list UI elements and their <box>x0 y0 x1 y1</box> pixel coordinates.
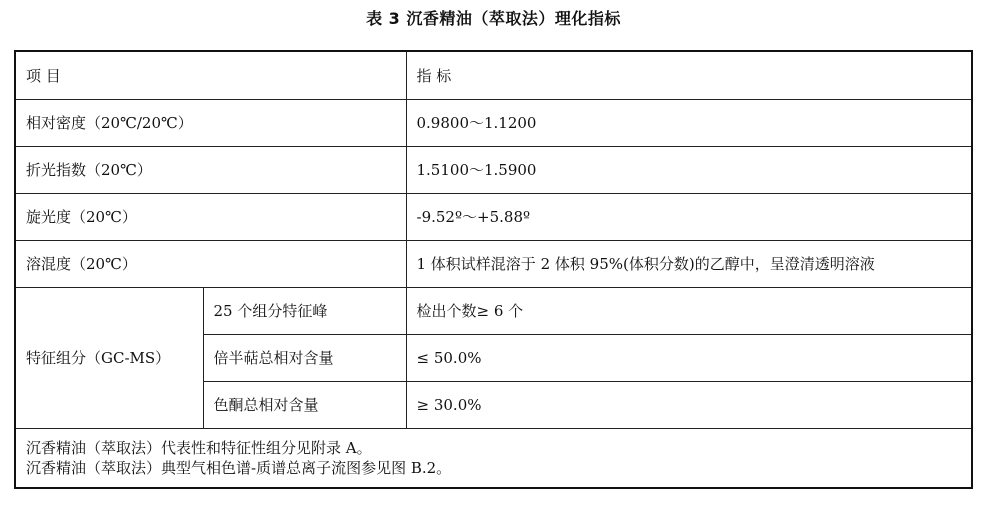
row-item: 旋光度（20℃） <box>15 193 406 240</box>
table-note-row <box>15 428 972 488</box>
table-row <box>15 287 972 334</box>
note-line: 沉香精油（萃取法）典型气相色谱-质谱总离子流图参见图 B.2。 <box>26 458 452 477</box>
row-spec: 1.5100～1.5900 <box>406 146 972 193</box>
row-spec: 0.9800～1.1200 <box>406 99 972 146</box>
subrow-item: 色酮总相对含量 <box>203 381 406 428</box>
subrow-item: 倍半萜总相对含量 <box>203 334 406 381</box>
table-row <box>15 193 972 240</box>
table-header-row <box>15 51 972 99</box>
subrow-item: 25 个组分特征峰 <box>203 287 406 334</box>
subrow-spec: ≥ 30.0% <box>406 381 972 428</box>
spec-table <box>14 50 973 489</box>
table-row <box>15 240 972 287</box>
header-item: 项 目 <box>15 51 406 99</box>
note-line: 沉香精油（萃取法）代表性和特征性组分见附录 A。 <box>26 438 372 457</box>
group-label: 特征组分（GC-MS） <box>15 287 203 428</box>
table-row <box>15 146 972 193</box>
subrow-spec: 检出个数≥ 6 个 <box>406 287 972 334</box>
table-row <box>15 99 972 146</box>
header-spec: 指 标 <box>406 51 972 99</box>
row-spec: -9.52º～+5.88º <box>406 193 972 240</box>
row-item: 折光指数（20℃） <box>15 146 406 193</box>
row-spec: 1 体积试样混溶于 2 体积 95%(体积分数)的乙醇中，呈澄清透明溶液 <box>406 240 972 287</box>
table-title: 表 3 沉香精油（萃取法）理化指标 <box>366 9 621 28</box>
table-notes <box>15 428 972 488</box>
row-item: 溶混度（20℃） <box>15 240 406 287</box>
row-item: 相对密度（20℃/20℃） <box>15 99 406 146</box>
subrow-spec: ≤ 50.0% <box>406 334 972 381</box>
